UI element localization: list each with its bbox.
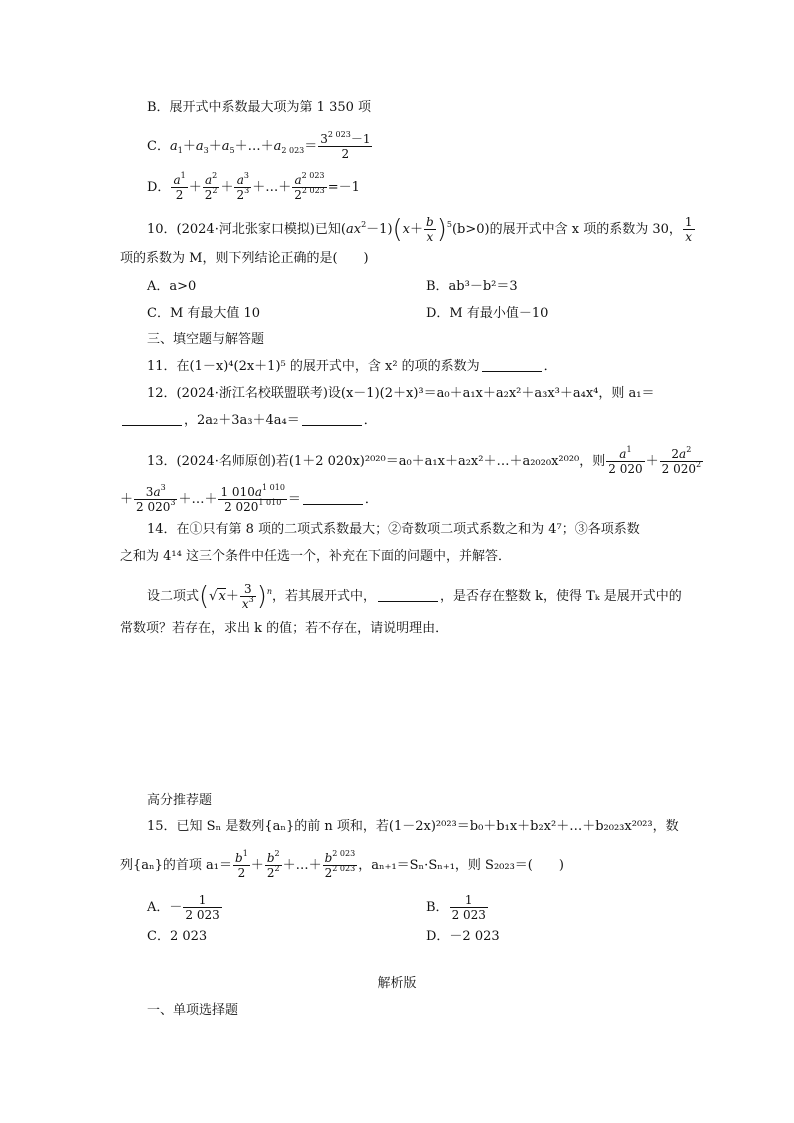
q15-option-c: C．2 023: [147, 929, 208, 944]
q10-option-b: B．ab³－b²＝3: [426, 279, 518, 294]
option-text: =－1: [327, 180, 360, 195]
q9-option-c: C．$a_1+a_3+a_5+\dots+a_{2 023}=$ $\frac{3^{2 023}-1}{2}$: [147, 130, 371, 161]
question-text: 11．在(1－x)⁴(2x＋1)⁵ 的展开式中，含 x² 的项的系数为: [147, 359, 480, 374]
q10-option-c: C．M 有最大值 10: [147, 306, 261, 321]
fraction-denominator: 2 023: [185, 908, 220, 922]
fraction-numerator: 1: [450, 893, 488, 908]
question-text: ．: [364, 492, 378, 507]
q14-line3: 设二项式(√x＋ $\frac{3}{x^3}$ )$^n$，若其展开式中， ，是否存在整数 k，使得 Tₖ 是展开式中的: [147, 581, 682, 612]
q12-line2: [120, 412, 377, 430]
q14-line1: 14．在①只有第 8 项的二项式系数最大；②奇数项二项式系数之和为 4⁷；③各项系数: [147, 522, 640, 537]
section-title: 高分推荐题: [147, 793, 213, 808]
q15-line2: 列{aₙ}的首项 a₁＝ $\frac{b^1}{2}$ ＋ $\frac{b^2}{2^2}$ ＋…＋ $\frac{b^{2 023}}{2^{2 023}}$ ，aₙ₊₁＝Sₙ·Sₙ₊₁，则 S₂₀₂₃＝( ): [120, 849, 564, 880]
option-label: A．－: [147, 900, 183, 915]
question-text: ，2a₂＋3a₃＋4a₄＝: [184, 413, 300, 428]
section-title: 三、填空题与解答题: [147, 332, 265, 347]
answer-blank: [378, 589, 438, 602]
q10-option-d: D．M 有最小值－10: [426, 306, 549, 321]
q15-option-d: D．－2 023: [426, 929, 500, 944]
answer-blank: [303, 492, 363, 505]
q9-option-b: B．展开式中系数最大项为第 1 350 项: [147, 100, 372, 115]
q15-option-a: [147, 893, 223, 922]
question-text: ，aₙ₊₁＝Sₙ·Sₙ₊₁，则 S₂₀₂₃＝( ): [358, 858, 564, 873]
q11: [147, 358, 557, 376]
answer-blank: [482, 359, 542, 372]
option-label: D．: [147, 180, 171, 195]
answer-title: 解析版: [377, 976, 417, 991]
section-title: 一、单项选择题: [147, 1003, 239, 1018]
q12: 12．(2024·浙江名校联盟联考)设(x－1)(2＋x)³＝a₀＋a₁x＋a₂x²＋a₃x³＋a₄x⁴，则 a₁＝: [147, 386, 655, 401]
fraction-numerator: 1: [183, 893, 221, 908]
question-text: 列{aₙ}的首项 a₁＝: [120, 858, 233, 873]
q15-option-b: [426, 893, 489, 922]
question-text: ．: [363, 413, 377, 428]
q13: 13．(2024·名师原创)若(1＋2 020x)²⁰²⁰＝a₀＋a₁x＋a₂x²＋…＋a₂₀₂₀x²⁰²⁰，则 $\frac{a^1}{2 020}$ ＋ $\frac{2a^2}{2 020^2}$: [147, 445, 702, 476]
question-text: (b>0)的展开式中含 x 项的系数为 30，: [451, 222, 682, 237]
q15-line1: 15．已知 Sₙ 是数列{aₙ}的前 n 项和，若(1－2x)²⁰²³＝b₀＋b₁x＋b₂x²＋…＋b₂₀₂₃x²⁰²³，数: [147, 819, 679, 834]
q13-line2: ＋ $\frac{3a^3}{2 020^3}$ ＋…＋ $\frac{1 010a^{1 010}}{2 020^{1 010}}$ ＝ ．: [120, 483, 378, 514]
q10-stem: 10．(2024·河北张家口模拟)已知$(ax^2-1)(x+$ $\frac{b}{x}$ )$^5$(b>0)的展开式中含 x 项的系数为 30， $\frac{1}{x}$: [147, 214, 693, 245]
question-text: 10．(2024·河北张家口模拟)已知: [147, 222, 341, 237]
q10-stem-line2: 项的系数为 M，则下列结论正确的是( ): [120, 251, 369, 266]
q10-option-a: A．a>0: [147, 279, 197, 294]
question-text: ，若其展开式中，: [272, 589, 377, 604]
option-label: B．: [426, 900, 449, 915]
answer-blank: [122, 413, 182, 426]
question-text: 13．(2024·名师原创)若(1＋2 020x)²⁰²⁰＝a₀＋a₁x＋a₂x²＋…＋a₂₀₂₀x²⁰²⁰，则: [147, 454, 606, 469]
question-text: ，是否存在整数 k，使得 Tₖ 是展开式中的: [440, 589, 682, 604]
q14-line2: 之和为 4¹⁴ 这三个条件中任选一个，补充在下面的问题中，并解答．: [120, 549, 511, 564]
fraction-denominator: 2 023: [451, 908, 486, 922]
answer-blank: [302, 413, 362, 426]
q9-option-d: D． $\frac{a^1}{2}$ ＋ $\frac{a^2}{2^2}$ ＋ $\frac{a^3}{2^3}$ ＋…＋ $\frac{a^{2 023}}{2^{2 023}}$ =－1: [147, 171, 360, 202]
question-text: ．: [543, 359, 557, 374]
option-label: C．: [147, 139, 170, 154]
q14-line4: 常数项？若存在，求出 k 的值；若不存在，请说明理由．: [120, 621, 449, 636]
question-text: 设二项式: [147, 589, 200, 604]
